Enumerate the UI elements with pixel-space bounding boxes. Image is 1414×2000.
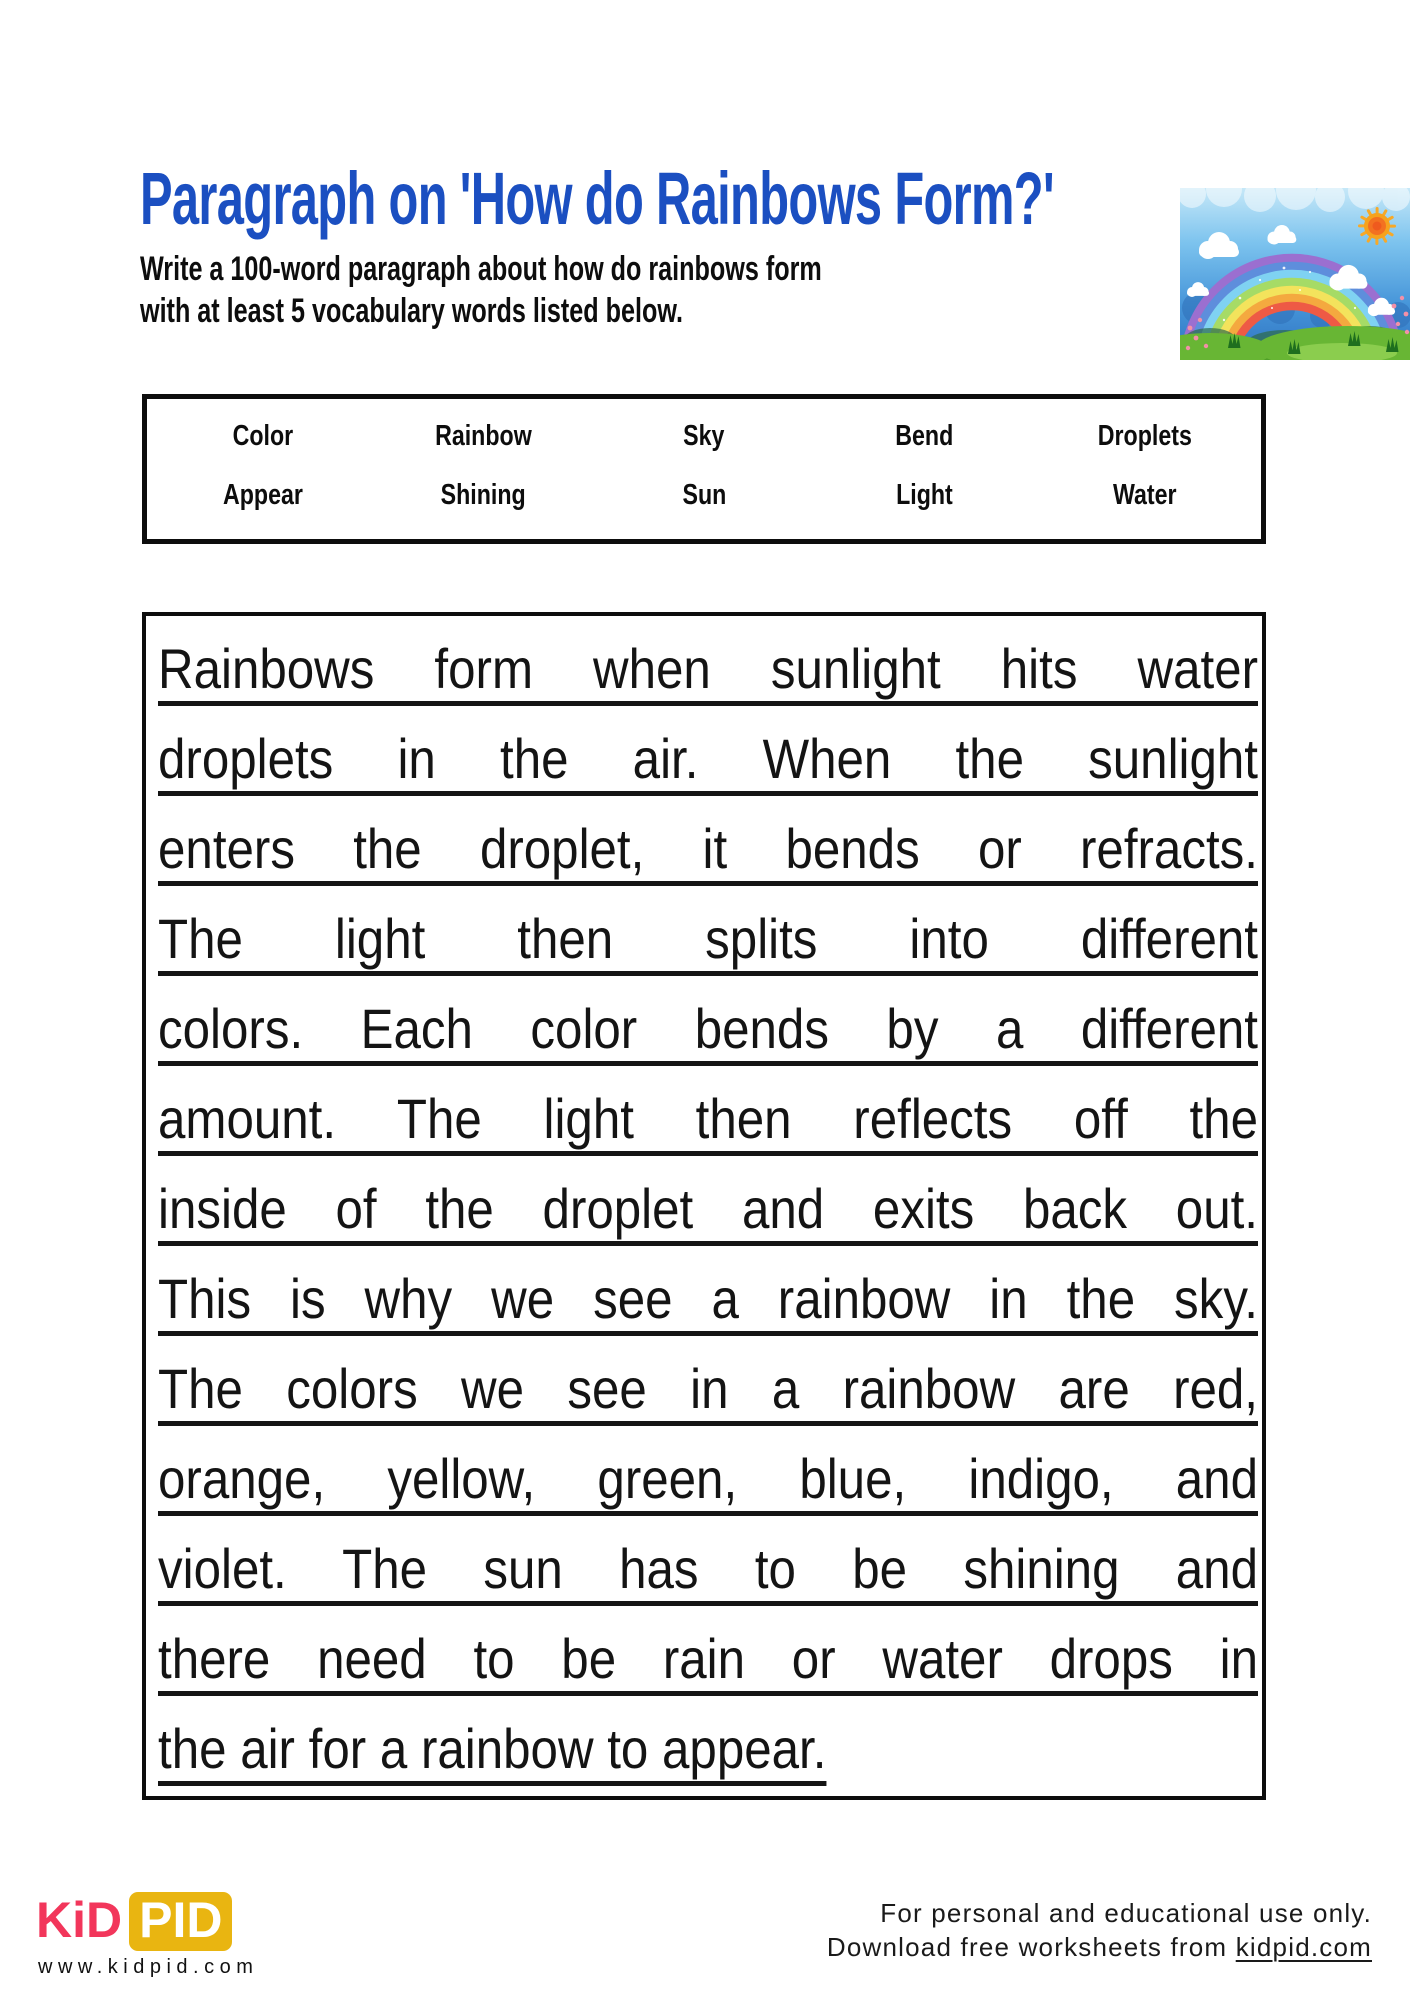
paragraph-line: the air for a rainbow to appear. (158, 1717, 827, 1780)
usage-note-line-1: For personal and educational use only. (880, 1898, 1372, 1928)
website-url: www.kidpid.com (38, 1956, 259, 1978)
rainbow-scene-illustration (1180, 188, 1410, 360)
paragraph-line: orange, yellow, green, blue, indigo, and (158, 1447, 1258, 1510)
paragraph-line: Rainbows form when sunlight hits water (158, 637, 1258, 700)
usage-note (827, 1896, 1372, 1964)
instructions (140, 248, 1061, 332)
vocab-word: Shining (441, 479, 527, 511)
usage-note-line-2-prefix: Download free worksheets from (826, 1932, 1236, 1962)
vocab-word: Rainbow (435, 420, 532, 452)
usage-note-line-2 (827, 1932, 1372, 1962)
instructions-line-2: with at least 5 vocabulary words listed below. (140, 292, 683, 330)
paragraph-line: The light then splits into different (158, 907, 1258, 970)
paragraph-line: violet. The sun has to be shining and (158, 1537, 1258, 1600)
kidpid-logo-kid: KiD (36, 1892, 123, 1948)
vocab-word: Appear (223, 479, 304, 511)
paragraph-line: The colors we see in a rainbow are red, (158, 1357, 1258, 1420)
paragraph-text (158, 624, 1258, 1794)
vocab-word: Bend (895, 420, 954, 452)
paragraph-line: colors. Each color bends by a different (158, 997, 1258, 1060)
page-title-text: Paragraph on 'How do Rainbows Form?' (140, 157, 1054, 240)
vocab-word: Water (1112, 479, 1177, 511)
paragraph-line: enters the droplet, it bends or refracts. (158, 817, 1258, 880)
paragraph-line: droplets in the air. When the sunlight (158, 727, 1258, 790)
instructions-text (140, 248, 822, 332)
vocab-word: Sun (682, 479, 726, 511)
vocab-word: Droplets (1097, 420, 1192, 452)
vocab-word: Sky (683, 420, 725, 452)
vocabulary-box (142, 394, 1266, 544)
paragraph-line: This is why we see a rainbow in the sky. (158, 1267, 1258, 1330)
vocab-word: Color (232, 420, 294, 452)
paragraph-line: inside of the droplet and exits back out. (158, 1177, 1258, 1240)
instructions-line-1: Write a 100-word paragraph about how do rainbows form (140, 250, 822, 288)
kidpid-logo-pid: PID (129, 1892, 232, 1951)
paragraph-line: amount. The light then reflects off the (158, 1087, 1258, 1150)
paragraph-writing-box (142, 612, 1266, 1800)
vocab-word: Light (896, 479, 953, 511)
kidpid-logo (36, 1892, 232, 1951)
paragraph-line: there need to be rain or water drops in (158, 1627, 1258, 1690)
kidpid-link[interactable]: kidpid.com (1235, 1932, 1372, 1962)
